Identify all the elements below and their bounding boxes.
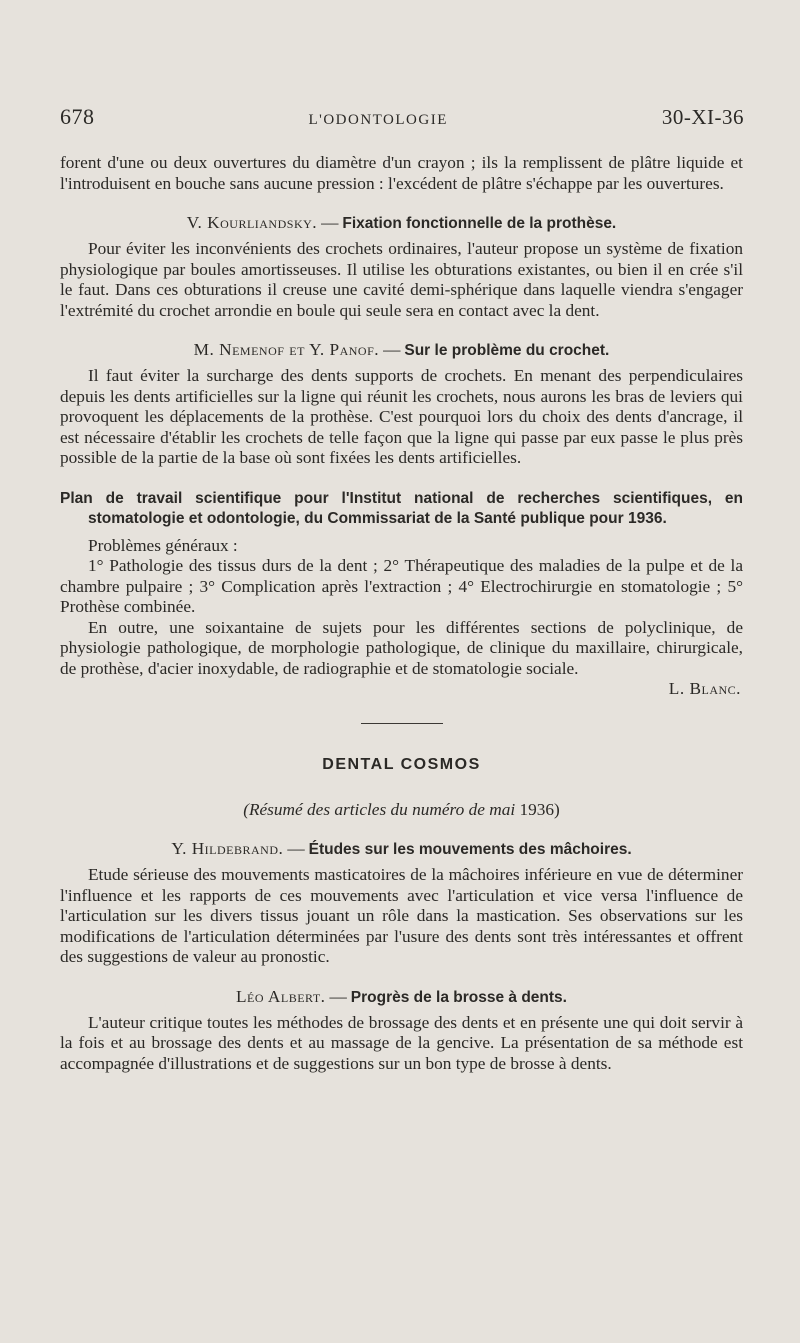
running-head: L'ODONTOLOGIE (308, 112, 448, 128)
article-body-kourliandsky: Pour éviter les inconvénients des crochets ordinaires, l'auteur propose un système de fixation physiologique par boules amortisseuses. Il utilise les obturations existantes, ou bien il en crée s'il le faut. Dans ces obturations il creuse une cavité demi-sphérique dans laquelle viendra s'engager l'extrémité du crochet arrondie en boule qui seule sera en contact avec la dent. (60, 239, 743, 320)
article-heading-hildebrand (60, 838, 743, 861)
plan-title: Plan de travail scientifique pour l'Institut national de recherches scientifiques, en stomatologie et odontologie, du Commissariat de la Santé publique pour 1936. (60, 489, 743, 527)
section-title: DENTAL COSMOS (322, 756, 481, 773)
article-author: Léo Albert. (235, 986, 326, 1006)
article-title: Fixation fonctionnelle de la prothèse. (342, 215, 617, 232)
em-dash: — (321, 213, 339, 232)
plan-paragraph-1: 1° Pathologie des tissus durs de la dent ; 2° Thérapeutique des maladies de la pulpe et de la chambre pulpaire ; 3° Complication après l'extraction ; 4° Electrochirurgie en stomatologie ; 5° Prothèse combinée. (60, 556, 743, 616)
article-heading-albert (60, 986, 743, 1009)
section-divider (361, 723, 443, 724)
article-title: Études sur les mouvements des mâchoires. (308, 841, 632, 858)
article-author: M. Nemenof et Y. Panof. (193, 340, 380, 359)
page-number: 678 (60, 104, 95, 129)
plan-paragraph-2: En outre, une soixantaine de sujets pour les différentes sections de polyclinique, de physiologie pathologique, de morphologie pathologique, de clinique du maxillaire, chirurgicale, de prothèse, d'acier inoxydable, de radiographie et de stomatologie sociale. (60, 617, 743, 678)
issue-date: 30-XI-36 (661, 105, 744, 129)
plan-subheading: Problèmes généraux : (88, 535, 238, 555)
article-body-nemenof: Il faut éviter la surcharge des dents supports de crochets. En menant des perpendiculaires depuis les dents artificielles sur la ligne qui réunit les crochets, nous aurons les bras de leviers qui provoquent les déplacements de la prothèse. C'est pourquoi lors du choix des dents d'ancrage, il est nécessaire d'établir les crochets de telle façon que la ligne qui passe par eux passe le plus près possible de la partie de la base où sont fixées les dents artificielles. (60, 366, 743, 467)
article-heading-kourliandsky (60, 212, 743, 235)
article-author: V. Kourliandsky. (186, 213, 318, 232)
section-subtitle-year: 1936) (519, 800, 560, 819)
em-dash: — (383, 340, 401, 359)
intro-paragraph: forent d'une ou deux ouvertures du diamètre d'un crayon ; ils la remplissent de plâtre liquide et l'introduisent en bouche sans aucune pression : l'excédent de plâtre s'échappe par les ouvertures. (60, 153, 743, 193)
article-body-albert: L'auteur critique toutes les méthodes de brossage des dents et en présente une qui doit servir à la fois et au brossage des dents et au massage de la gencive. La présentation de sa méthode est accompagnée d'illustrations et de suggestions sur un bon type de brosse à dents. (60, 1012, 743, 1073)
article-author: Y. Hildebrand. (171, 839, 284, 858)
signature: L. Blanc. (668, 679, 741, 698)
em-dash: — (287, 839, 305, 858)
section-subtitle-text: (Résumé des articles du numéro de mai (243, 800, 516, 819)
page-body (60, 153, 743, 1074)
section-subtitle (60, 800, 743, 820)
article-body-hildebrand: Etude sérieuse des mouvements masticatoires de la mâchoires inférieure en vue de déterminer l'influence et les rapports de ces mouvements avec l'articulation et vice versa l'influence de l'articulation sur les divers tissus jouant un rôle dans la mastication. Ses observations sur les modifications de l'articulation déterminées par l'usure des dents sont très intéressantes et offrent des suggestions de valeur au pronostic. (60, 865, 743, 966)
article-title: Sur le problème du crochet. (404, 342, 610, 359)
article-title: Progrès de la brosse à dents. (350, 988, 567, 1006)
page-header (60, 104, 744, 134)
article-heading-nemenof (60, 339, 743, 362)
em-dash: — (329, 986, 347, 1006)
